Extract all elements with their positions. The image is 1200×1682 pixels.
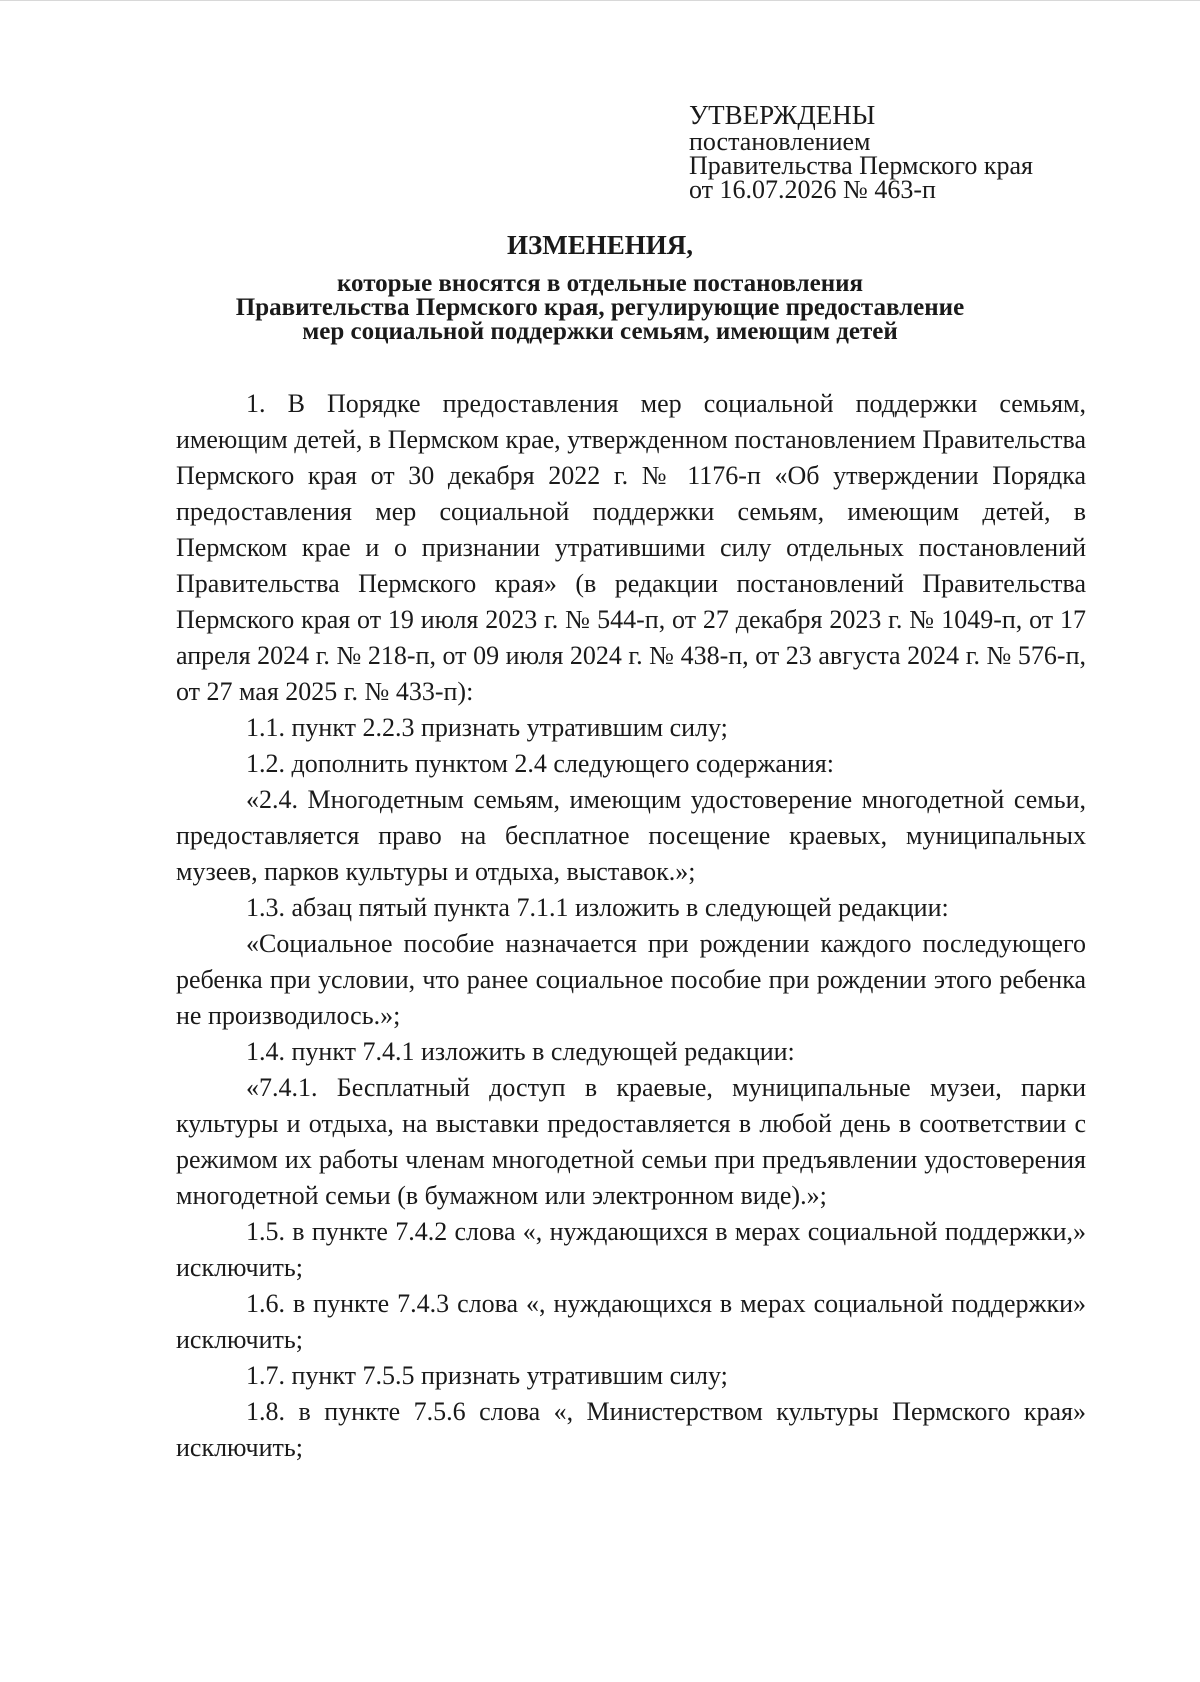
subtitle-line-2: Правительства Пермского края, регулирующие предоставление: [235, 294, 965, 321]
approval-line-2: Правительства Пермского края: [689, 151, 1033, 180]
approval-stamp: [689, 100, 1109, 202]
paragraph-1-2: 1.2. дополнить пунктом 2.4 следующего содержания:: [246, 749, 834, 778]
paragraph-1-8: 1.8. в пункте 7.5.6 слова «, Министерством культуры Пермского края» исключить;: [176, 1397, 1086, 1462]
approval-heading: УТВЕРЖДЕНЫ: [689, 100, 876, 130]
paragraph-1-3-quote: «Социальное пособие назначается при рождении каждого последующего ребенка при условии, что ранее социальное пособие при рождении этого ребенка не производилось.»;: [176, 929, 1086, 1030]
approval-line-3: от 16.07.2026 № 463-п: [689, 175, 936, 204]
document-subtitle: [150, 272, 1050, 344]
paragraph-1: 1. В Порядке предоставления мер социальной поддержки семьям, имеющим детей, в Пермском крае, утвержденном постановлением Правительства Пермского края от 30 декабря 2022 г. № 1176-п «Об утверждении Порядка предоставления мер социальной поддержки семьям, имеющим детей, в Пермском крае и о признании утратившими силу отдельных постановлений Правительства Пермского края» (в редакции постановлений Правительства Пермского края от 19 июля 2023 г. № 544-п, от 27 декабря 2023 г. № 1049-п, от 17 апреля 2024 г. № 218-п, от 09 июля 2024 г. № 438-п, от 23 августа 2024 г. № 576-п, от 27 мая 2025 г. № 433-п):: [176, 389, 1086, 706]
paragraph-1-7: 1.7. пункт 7.5.5 признать утратившим силу;: [246, 1361, 728, 1390]
document-body: [176, 386, 1086, 1466]
paragraph-1-2-quote: «2.4. Многодетным семьям, имеющим удостоверение многодетной семьи, предоставляется право на бесплатное посещение краевых, муниципальных музеев, парков культуры и отдыха, выставок.»;: [176, 785, 1086, 886]
paragraph-1-4-quote: «7.4.1. Бесплатный доступ в краевые, муниципальные музеи, парки культуры и отдыха, на выставки предоставляется в любой день в соответствии с режимом их работы членам многодетной семьи при предъявлении удостоверения многодетной семьи (в бумажном или электронном виде).»;: [176, 1073, 1086, 1210]
paragraph-1-3: 1.3. абзац пятый пункта 7.1.1 изложить в следующей редакции:: [246, 893, 949, 922]
subtitle-line-1: которые вносятся в отдельные постановления: [336, 270, 864, 297]
paragraph-1-6: 1.6. в пункте 7.4.3 слова «, нуждающихся в мерах социальной поддержки» исключить;: [176, 1289, 1086, 1354]
document-title: ИЗМЕНЕНИЯ,: [506, 230, 693, 260]
paragraph-1-1: 1.1. пункт 2.2.3 признать утратившим силу;: [246, 713, 728, 742]
paragraph-1-5: 1.5. в пункте 7.4.2 слова «, нуждающихся в мерах социальной поддержки,» исключить;: [176, 1217, 1086, 1282]
paragraph-1-4: 1.4. пункт 7.4.1 изложить в следующей редакции:: [246, 1037, 795, 1066]
subtitle-line-3: мер социальной поддержки семьям, имеющим детей: [302, 318, 898, 345]
approval-line-1: постановлением: [689, 127, 871, 156]
